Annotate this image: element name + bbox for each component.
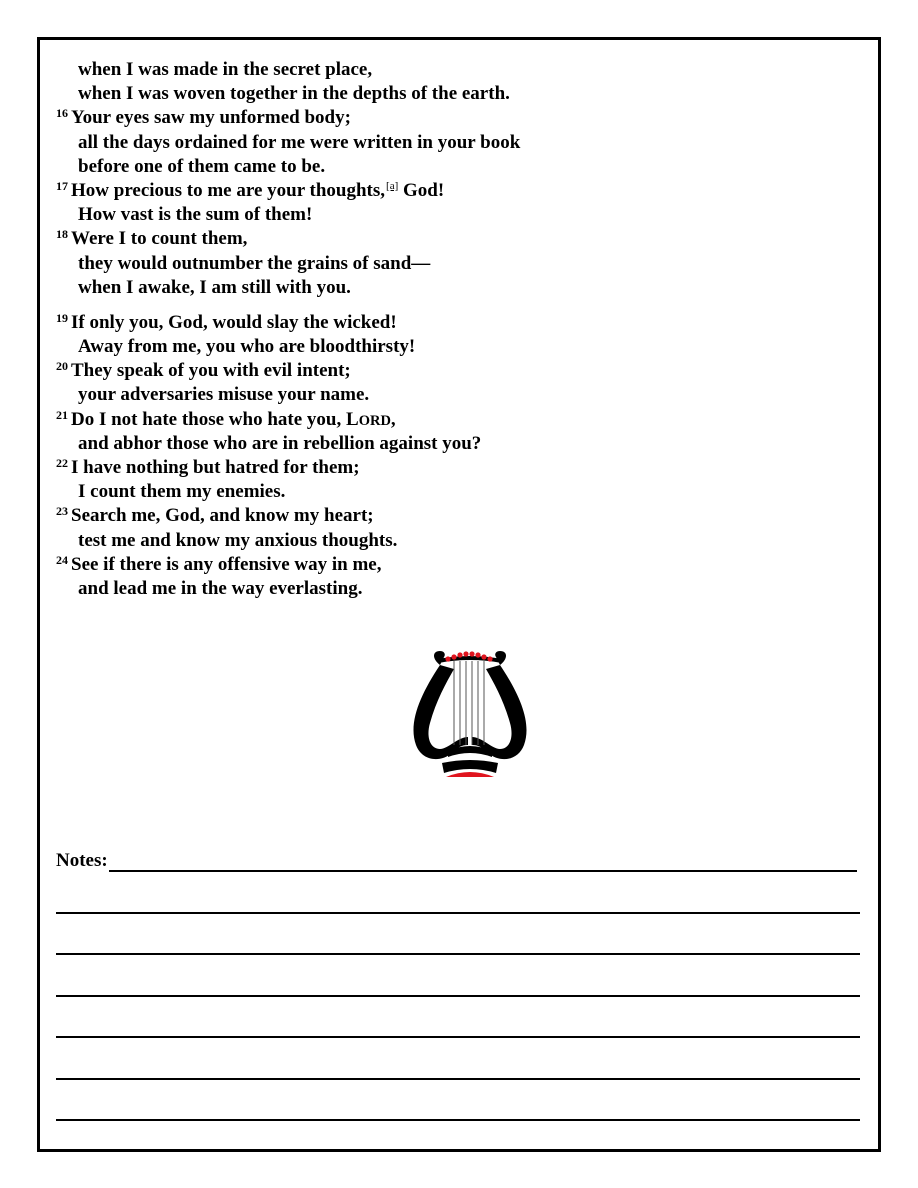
verse-number: 20 — [56, 359, 68, 374]
verse-text: when I was woven together in the depths of the earth. — [78, 83, 510, 105]
verse-text: and abhor those who are in rebellion against you? — [78, 432, 482, 454]
verse-line — [56, 179, 856, 203]
notes-line[interactable] — [56, 957, 860, 997]
verse-text: they would outnumber the grains of sand— — [78, 252, 431, 274]
notes-line[interactable] — [109, 848, 857, 872]
verse-text: Do I not hate those who hate you, — [71, 408, 346, 430]
verse-line — [56, 383, 856, 407]
notes-section — [56, 844, 860, 1121]
verse-text: Away from me, you who are bloodthirsty! — [78, 336, 416, 358]
verse-text: They speak of you with evil intent; — [71, 360, 351, 382]
verse-line — [56, 529, 856, 553]
verse-text: before one of them came to be. — [78, 155, 326, 177]
lyre-peg — [469, 651, 474, 656]
verse-line — [56, 480, 856, 504]
verse-text: God! — [398, 179, 445, 201]
verse-number: 18 — [56, 227, 68, 242]
verse-text: I count them my enemies. — [78, 481, 286, 503]
notes-line[interactable] — [56, 1081, 860, 1121]
notes-line[interactable] — [56, 1040, 860, 1080]
lyre-peg — [463, 651, 468, 656]
verse-text: all the days ordained for me were written in your book — [78, 131, 521, 153]
verse-text: your adversaries misuse your name. — [78, 384, 370, 406]
lyre-icon — [410, 645, 530, 785]
verse-text: How vast is the sum of them! — [78, 204, 313, 226]
verse-text: See if there is any offensive way in me, — [71, 553, 382, 575]
verse-line — [56, 456, 856, 480]
notes-line[interactable] — [56, 998, 860, 1038]
lyre-peg — [445, 656, 450, 661]
verse-text: Search me, God, and know my heart; — [71, 505, 374, 527]
verse-line — [56, 82, 856, 106]
lyre-peg — [475, 652, 480, 657]
lyre-peg — [487, 656, 492, 661]
verse-number: 24 — [56, 552, 68, 567]
verse-text: I have nothing but hatred for them; — [71, 457, 360, 478]
verse-line — [56, 131, 856, 155]
verse-number: 17 — [56, 178, 68, 193]
scripture-text — [56, 58, 856, 601]
lyre-peg — [457, 652, 462, 657]
verse-text: when I was made in the secret place, — [78, 59, 373, 80]
verse-text: If only you, God, would slay the wicked! — [71, 311, 397, 333]
verse-line — [56, 276, 856, 300]
verse-line — [56, 106, 856, 130]
verse-line — [56, 227, 856, 251]
notes-line[interactable] — [56, 874, 860, 914]
verse-line — [56, 504, 856, 528]
verse-text: , — [390, 408, 396, 430]
lyre-peg — [481, 654, 486, 659]
verse-number: 23 — [56, 504, 68, 519]
verse-line — [56, 155, 856, 179]
verse-text: when I awake, I am still with you. — [78, 276, 351, 298]
verse-line — [56, 553, 856, 577]
verse-line — [56, 252, 856, 276]
verse-number: 16 — [56, 106, 68, 121]
verse-text: test me and know my anxious thoughts. — [78, 529, 398, 551]
verse-text: How precious to me are your thoughts, — [71, 179, 386, 201]
verse-line — [56, 359, 856, 383]
notes-line[interactable] — [56, 915, 860, 955]
verse-line — [56, 203, 856, 227]
verse-text: and lead me in the way everlasting. — [78, 577, 363, 599]
verse-text: Were I to count them, — [71, 228, 248, 250]
verse-number: 21 — [56, 407, 68, 422]
verse-line — [56, 577, 856, 601]
footnote-link[interactable]: [a] — [386, 179, 399, 192]
verse-line — [56, 432, 856, 456]
verse-number: 22 — [56, 456, 68, 470]
lyre-peg — [451, 654, 456, 659]
page-frame — [37, 37, 881, 1152]
verse-text: Your eyes saw my unformed body; — [71, 107, 351, 129]
verse-number: 19 — [56, 310, 68, 325]
small-caps-word: LORD — [346, 408, 391, 430]
verse-line — [56, 408, 856, 432]
verse-line — [56, 311, 856, 335]
verse-line — [56, 58, 856, 82]
notes-label: Notes: — [56, 850, 108, 871]
verse-line — [56, 335, 856, 359]
